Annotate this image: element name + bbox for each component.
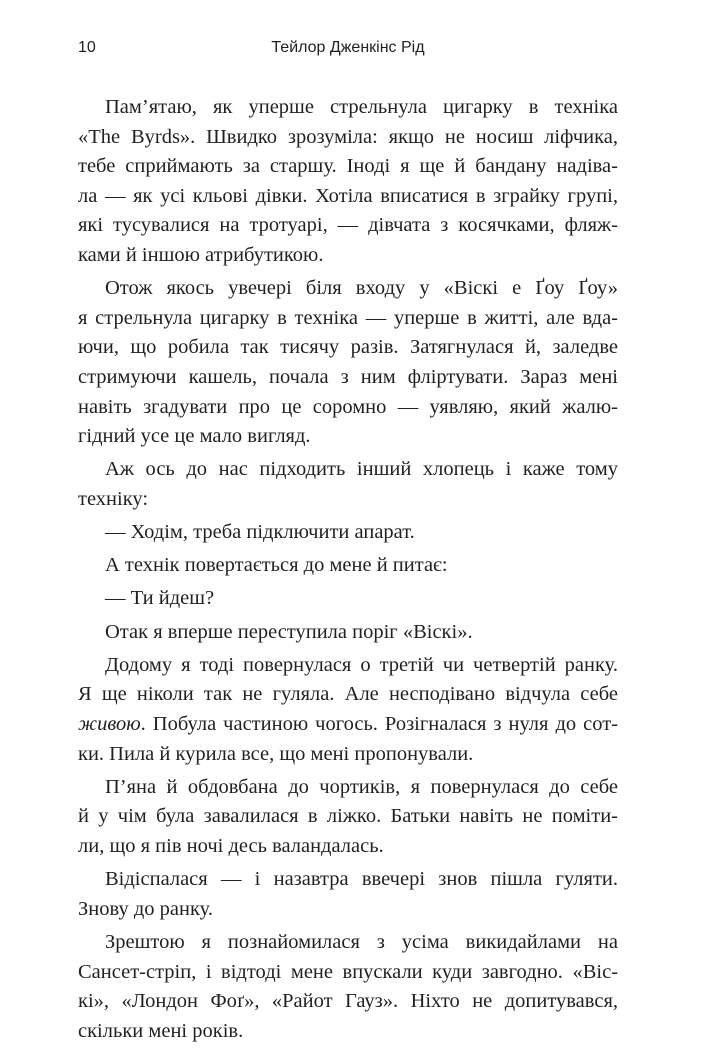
italic-word: живою: [78, 713, 141, 736]
text-line: [78, 710, 618, 740]
text-line: А технік повертається до мене й питає:: [105, 554, 448, 577]
paragraph: [78, 455, 618, 514]
text-line: Сансет-стріп, і відтоді мене впускали куди завгодно. «Віс-: [78, 960, 618, 983]
text-line: й у чім була завалилася в ліжко. Батьки навіть не поміти-: [78, 805, 618, 828]
text-line: навіть згадувати про це соромно — уявляю, який жалю-: [78, 395, 618, 418]
paragraph: [78, 518, 618, 548]
text-line: Отак я вперше переступила поріг «Віскі».: [105, 620, 473, 643]
paragraph: [78, 865, 618, 924]
text-line: Отож якось увечері біля входу у «Віскі е Ґоу Ґоу»: [105, 277, 618, 300]
paragraph: [78, 928, 618, 1046]
running-head: [78, 37, 618, 59]
text-line: ками й іншою атрибутикою.: [78, 243, 324, 266]
body-text: [78, 93, 618, 1050]
text-line: ли, що я пів ночі десь валандалась.: [78, 835, 384, 857]
text-line: П’яна й обдовбана до чортиків, я повернулася до себе: [105, 775, 618, 798]
text-line: Пам’ятаю, як уперше стрельнула цигарку в техніка: [105, 96, 618, 118]
text-line: ла — як усі кльові дівки. Хотіла вписатися в зграйку групі,: [78, 184, 618, 207]
paragraph: [78, 618, 618, 648]
paragraph: [78, 551, 618, 581]
text-line: ки. Пила й курила все, що мені пропонували.: [78, 742, 474, 765]
text-line: стримуючи кашель, почала з ним фліртувати. Зараз мені: [78, 365, 618, 388]
text-line: тебе сприймають за старшу. Іноді я ще й бандану надіва-: [78, 155, 618, 178]
text-line: Аж ось до нас підходить інший хлопець і каже тому: [105, 458, 618, 481]
text-line: Відіспалася — і назавтра ввечері знов пішла гуляти.: [105, 868, 618, 891]
text-line: Додому я тоді повернулася о третій чи четвертій ранку.: [105, 653, 618, 676]
text-line: Зрештою я познайомилася з усіма викидайлами на: [105, 930, 618, 953]
text-line: скільки мені років.: [78, 1019, 244, 1042]
paragraph: [78, 274, 618, 452]
text-line: — Ти йдеш?: [105, 587, 215, 610]
text-line: Я ще ніколи так не гуляла. Але несподівано відчула себе: [78, 683, 618, 706]
text-line: техніку:: [78, 487, 149, 510]
text-line: Знову до ранку.: [78, 897, 213, 920]
page-number: 10: [78, 39, 96, 56]
text-line: гідний усе це мало вигляд.: [78, 425, 311, 448]
running-title: Тейлор Дженкінс Рід: [271, 39, 425, 56]
paragraph: [78, 651, 618, 769]
paragraph: [78, 93, 618, 271]
text-line: — Ходім, треба підключити апарат.: [105, 521, 415, 544]
text-line-rest: . Побула частиною чогось. Розігналася з нуля до сот-: [140, 713, 618, 736]
text-line: кі», «Лондон Фоґ», «Райот Гауз». Ніхто не допитувався,: [78, 990, 618, 1013]
text-line: ючи, що робила так тисячу разів. Затягнулася й, заледве: [78, 336, 618, 359]
text-line: які тусувалися на тротуарі, — дівчата з косячками, фляж-: [78, 214, 618, 237]
paragraph: [78, 773, 618, 862]
text-line: я стрельнула цигарку в техніка — уперше в житті, але вда-: [78, 306, 618, 329]
text-line: «The Byrds». Швидко зрозуміла: якщо не носиш ліфчика,: [78, 125, 618, 148]
paragraph: [78, 584, 618, 614]
